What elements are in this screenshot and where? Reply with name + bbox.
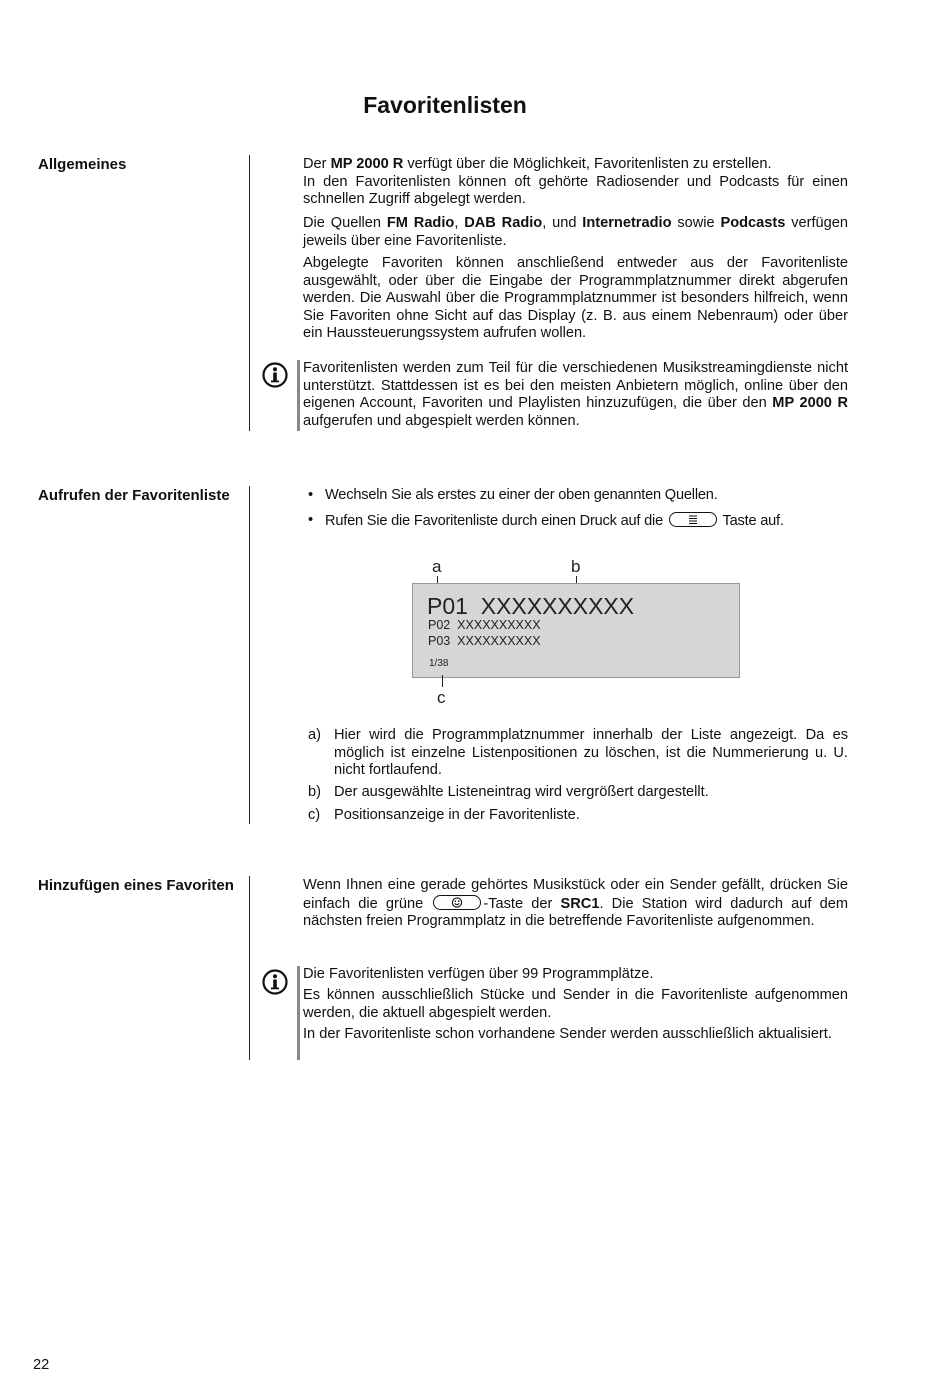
- display-entry: P02 XXXXXXXXXX: [428, 618, 541, 632]
- section-divider: [249, 876, 250, 1060]
- section-divider: [249, 155, 250, 431]
- section-heading-aufrufen: Aufrufen der Favoritenliste: [38, 487, 230, 504]
- allgemeines-paragraph-3: Abgelegte Favoriten können anschließend entweder aus der Favoritenliste ausgewählt, oder über die Eingabe der Programmplatznummer direkt abgerufen werden. Die Auswahl über die Programmplatznummer ist besonders hilfreich, wenn Sie Favoriten ohne Sicht auf das Display (z. B. aus einem Nebenraum) oder über ein Haussteuerungssystem aufrufen wollen.: [303, 255, 848, 342]
- marker-c: c: [437, 688, 446, 707]
- section-divider: [249, 486, 250, 824]
- bullet-icon: •: [308, 512, 314, 528]
- legend-label: c): [308, 807, 321, 823]
- page-title: Favoritenlisten: [363, 92, 527, 118]
- hinzufuegen-note-3: In der Favoritenliste schon vorhandene Sender werden ausschließlich aktualisiert.: [303, 1026, 832, 1042]
- info-icon: [262, 362, 288, 388]
- marker-b: b: [571, 557, 581, 576]
- legend-text: Hier wird die Programmplatznummer innerhalb der Liste angezeigt. Da es möglich ist einzelne Listenpositionen zu löschen, ist die Nummerierung u. U. nicht fortlaufend.: [334, 727, 848, 779]
- smiley-key-icon: [433, 895, 481, 910]
- instruction-step-1: Wechseln Sie als erstes zu einer der oben genannten Quellen.: [325, 487, 718, 503]
- hinzufuegen-paragraph: Wenn Ihnen eine gerade gehörtes Musikstück oder ein Sender gefällt, drücken Sie einfach die grüne -Taste der SRC1. Die Station wird dadurch auf dem nächsten freien Programmplatz in die betreffende Favoritenliste aufgenommen.: [303, 877, 849, 930]
- marker-c-line: [442, 675, 443, 687]
- marker-a: a: [432, 557, 442, 576]
- hinzufuegen-note-2: Es können ausschließlich Stücke und Sender in die Favoritenliste aufgenommen werden, die aktuell abgespielt werden.: [303, 987, 848, 1021]
- display-selected-entry: P01 XXXXXXXXXX: [427, 593, 635, 619]
- section-heading-hinzufuegen: Hinzufügen eines Favoriten: [38, 877, 234, 894]
- info-icon: [262, 969, 288, 995]
- note-bar: [297, 966, 300, 1060]
- legend-text: Der ausgewählte Listeneintrag wird vergrößert dargestellt.: [334, 784, 709, 800]
- list-key-icon: [669, 512, 717, 527]
- instruction-step-2: Rufen Sie die Favoritenliste durch einen Druck auf die Taste auf.: [325, 513, 784, 529]
- note-bar: [297, 360, 300, 431]
- favorites-display: [412, 583, 740, 678]
- allgemeines-note: Favoritenlisten werden zum Teil für die verschiedenen Musikstreamingdienste nicht unterstützt. Stattdessen ist es bei den meisten Anbietern möglich, online über den eigenen Account, Favoriten und Playlisten hinzuzufügen, die über den MP 2000 R aufgerufen und abgespielt werden können.: [303, 360, 848, 429]
- display-entry: P03 XXXXXXXXXX: [428, 634, 541, 648]
- page-number: 22: [33, 1357, 50, 1373]
- legend-label: a): [308, 727, 321, 743]
- allgemeines-paragraph-2: Die Quellen FM Radio, DAB Radio, und Internetradio sowie Podcasts verfügen jeweils über eine Favoritenliste.: [303, 215, 849, 249]
- allgemeines-paragraph-1: Der MP 2000 R verfügt über die Möglichkeit, Favoritenlisten zu erstellen. In den Favoritenlisten können oft gehörte Radiosender und Podcasts für einen schnellen Zugriff abgelegt werden.: [303, 156, 848, 208]
- legend-text: Positionsanzeige in der Favoritenliste.: [334, 807, 580, 823]
- section-heading-allgemeines: Allgemeines: [38, 156, 127, 173]
- display-position-indicator: 1/38: [429, 658, 449, 669]
- hinzufuegen-note-1: Die Favoritenlisten verfügen über 99 Programmplätze.: [303, 966, 654, 982]
- bullet-icon: •: [308, 487, 314, 503]
- legend-label: b): [308, 784, 321, 800]
